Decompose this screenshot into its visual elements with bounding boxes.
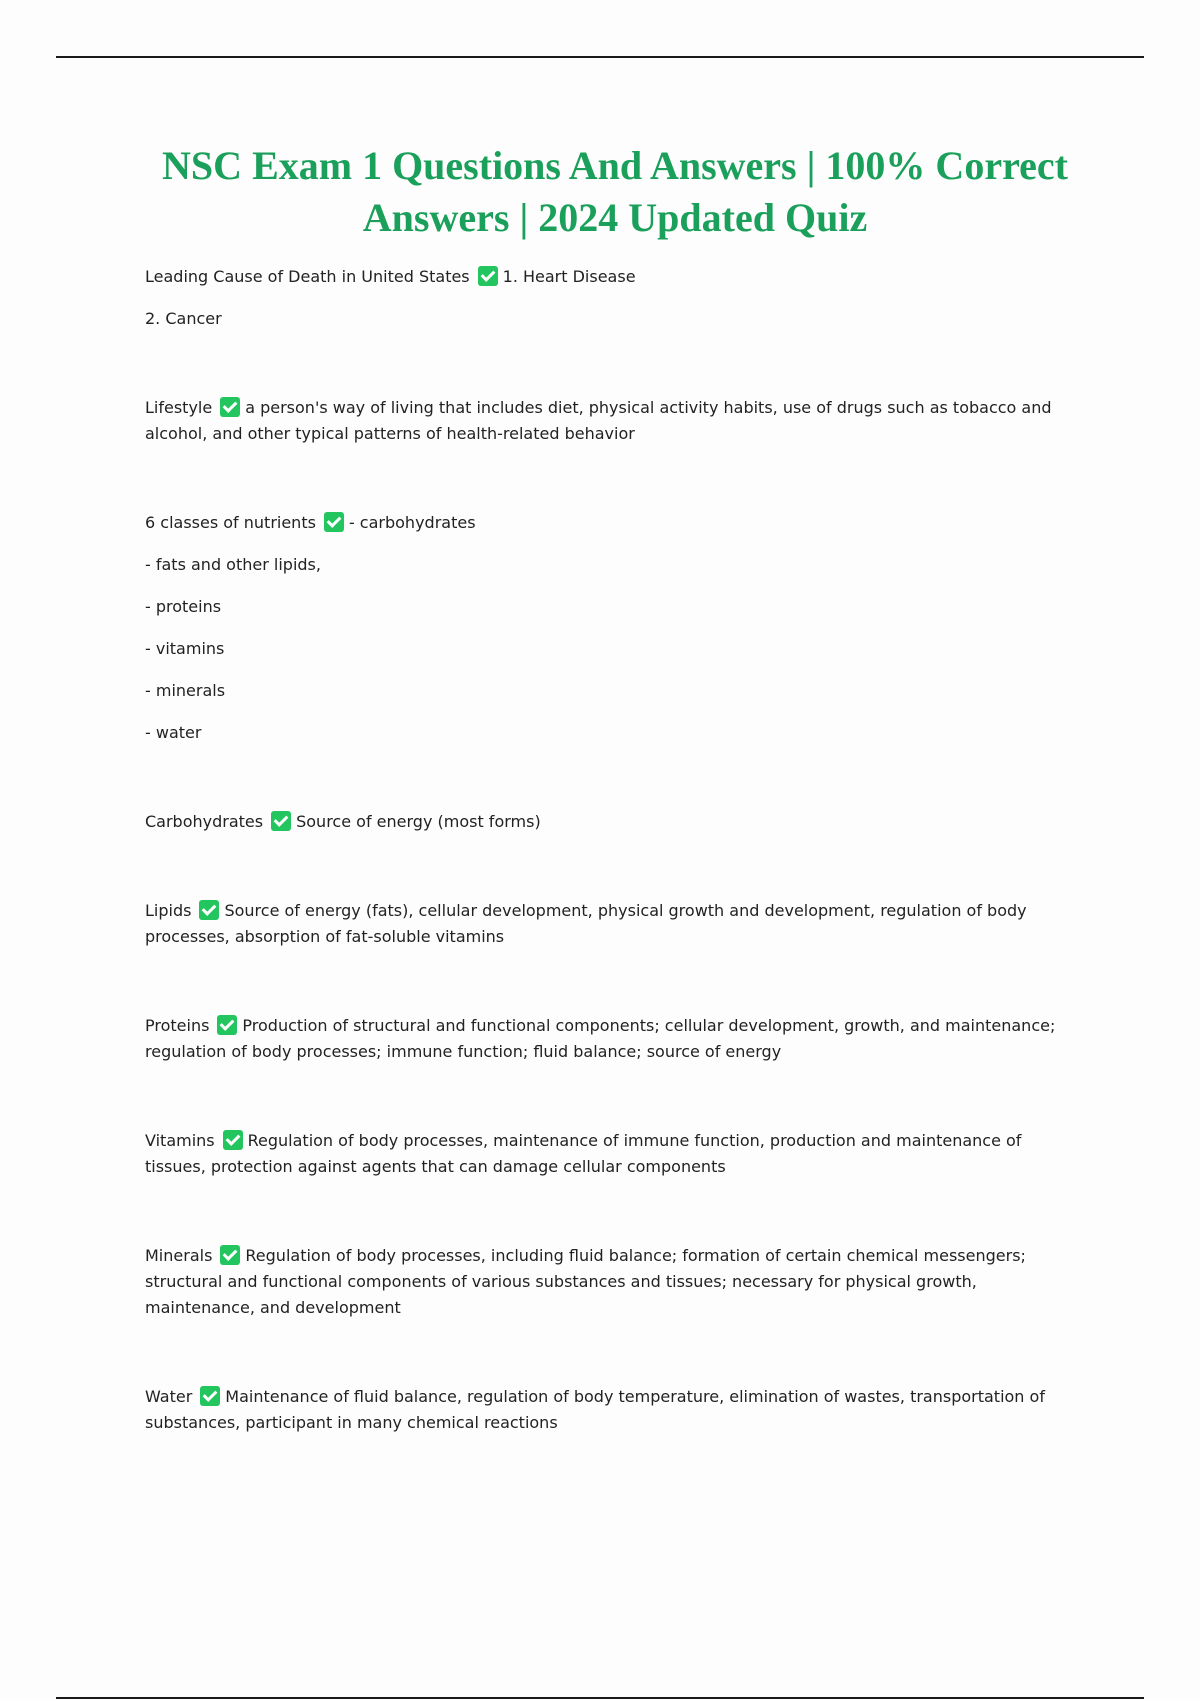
list-item: - vitamins — [145, 639, 225, 658]
qa-entry-lifestyle — [145, 395, 1085, 447]
page-title: NSC Exam 1 Questions And Answers | 100% Correct Answers | 2024 Updated Quiz — [162, 143, 1068, 240]
answer: 1. Heart Disease — [502, 267, 636, 286]
answer: Source of energy (fats), cellular development, physical growth and development, regulation of body processes, absorption of fat-soluble vitamins — [145, 901, 1027, 946]
term: Proteins — [145, 1016, 210, 1035]
term: Lifestyle — [145, 398, 213, 417]
list-item: - fats and other lipids, — [145, 555, 321, 574]
check-box-icon — [220, 397, 240, 417]
qa-entry-vitamins — [145, 1128, 1085, 1180]
check-box-icon — [271, 811, 291, 831]
answer: Regulation of body processes, maintenance of immune function, production and maintenance of tissues, protection against agents that can damage cellular components — [145, 1131, 1022, 1176]
check-box-icon — [223, 1130, 243, 1150]
qa-entry-lipids — [145, 898, 1085, 950]
term: Water — [145, 1387, 193, 1406]
answer: a person's way of living that includes diet, physical activity habits, use of drugs such as tobacco and alcohol, and other typical patterns of health-related behavior — [145, 398, 1052, 443]
qa-entry-carbohydrates — [145, 809, 1085, 835]
check-box-icon — [324, 512, 344, 532]
term: Vitamins — [145, 1131, 215, 1150]
answer: Regulation of body processes, including fluid balance; formation of certain chemical messengers; structural and functional components of various substances and tissues; necessary for physical growth, maintenance, and development — [145, 1246, 1026, 1317]
check-box-icon — [200, 1386, 220, 1406]
answer: Source of energy (most forms) — [296, 812, 541, 831]
term: Leading Cause of Death in United States — [145, 267, 470, 286]
check-box-icon — [478, 266, 498, 286]
term: Carbohydrates — [145, 812, 264, 831]
qa-content — [145, 264, 1085, 1436]
qa-entry-nutrient-classes — [145, 510, 1085, 746]
list-item: - minerals — [145, 681, 226, 700]
top-rule — [56, 56, 1144, 58]
qa-entry-leading-cause — [145, 264, 1085, 332]
term: 6 classes of nutrients — [145, 513, 316, 532]
answer: Maintenance of fluid balance, regulation of body temperature, elimination of wastes, transportation of substances, participant in many chemical reactions — [145, 1387, 1045, 1432]
check-box-icon — [220, 1245, 240, 1265]
check-box-icon — [199, 900, 219, 920]
term: Lipids — [145, 901, 192, 920]
qa-entry-minerals — [145, 1243, 1085, 1321]
check-box-icon — [217, 1015, 237, 1035]
bottom-rule — [56, 1697, 1144, 1699]
answer: Production of structural and functional components; cellular development, growth, and maintenance; regulation of body processes; immune function; fluid balance; source of energy — [145, 1016, 1056, 1061]
answer: - carbohydrates — [348, 513, 476, 532]
answer-continued: 2. Cancer — [145, 309, 222, 328]
term: Minerals — [145, 1246, 213, 1265]
list-item: - water — [145, 723, 202, 742]
qa-entry-proteins — [145, 1013, 1085, 1065]
qa-entry-water — [145, 1384, 1085, 1436]
list-item: - proteins — [145, 597, 222, 616]
